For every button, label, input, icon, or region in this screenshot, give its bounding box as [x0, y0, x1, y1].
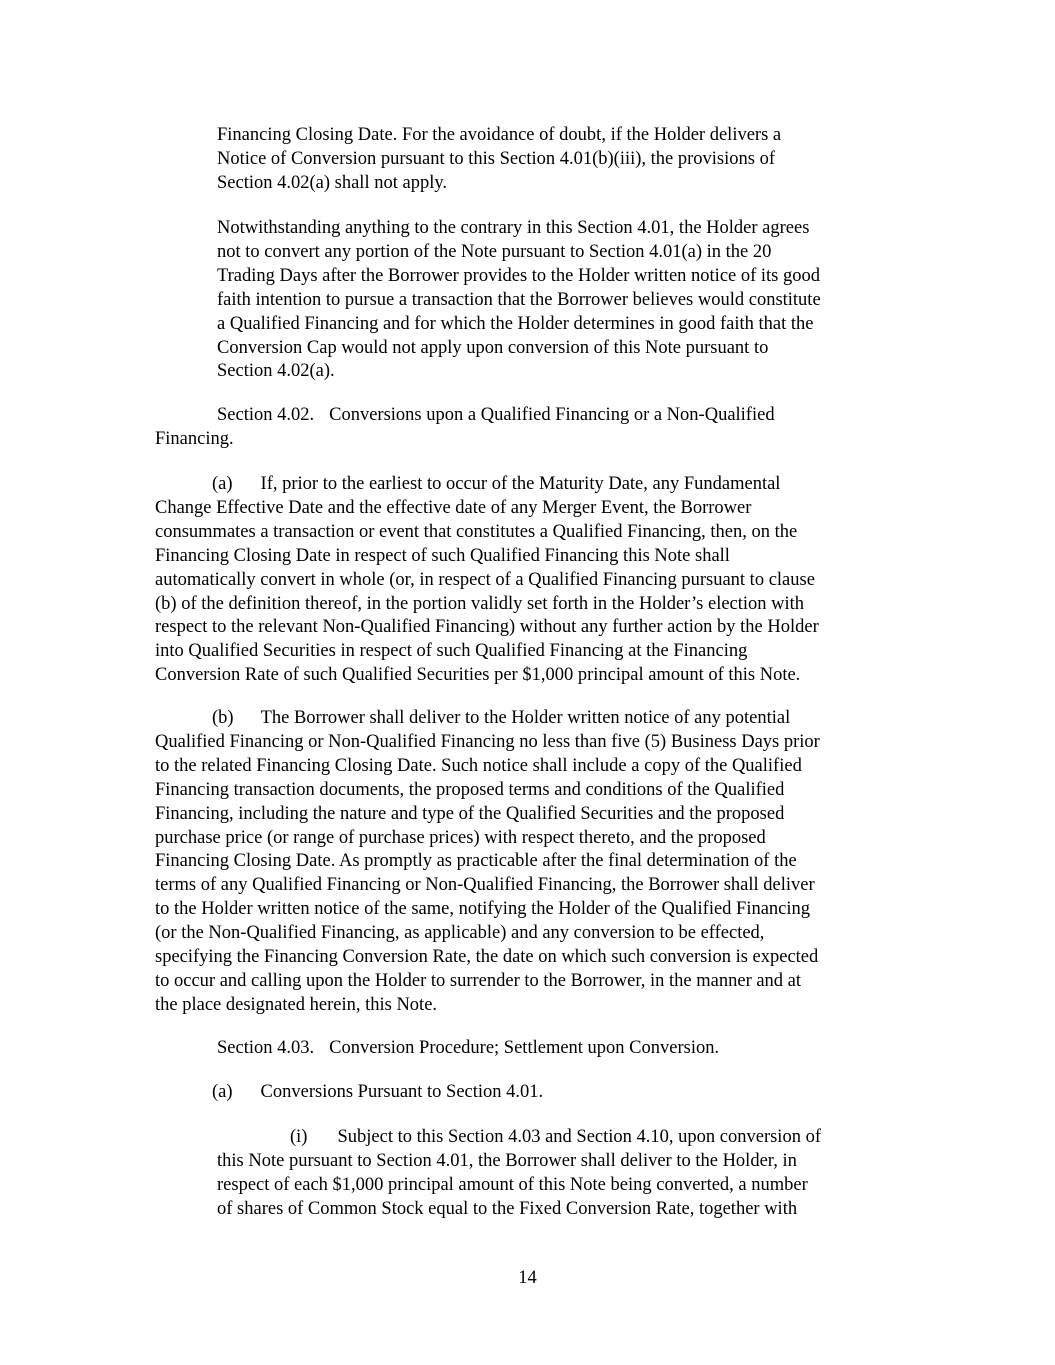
text-line: the place designated herein, this Note.	[155, 994, 438, 1015]
text-line: Section 4.02(a).	[217, 361, 335, 382]
section-heading-4-02	[155, 404, 775, 452]
paragraph-4-02-b	[155, 707, 820, 1018]
text-line: Financing Closing Date in respect of such Qualified Financing this Note shall	[155, 545, 730, 566]
text-line: faith intention to pursue a transaction that the Borrower believes would constitute	[217, 289, 821, 310]
paragraph-notwithstanding	[217, 217, 821, 384]
text-line: specifying the Financing Conversion Rate, the date on which such conversion is expected	[155, 947, 819, 968]
text-line: to occur and calling upon the Holder to surrender to the Borrower, in the manner and at	[155, 970, 802, 991]
text-line: Financing Closing Date. For the avoidance of doubt, if the Holder delivers a	[217, 125, 782, 145]
text-line: of shares of Common Stock equal to the Fixed Conversion Rate, together with	[217, 1198, 798, 1219]
text-line: respect of each $1,000 principal amount of this Note being converted, a number	[217, 1174, 808, 1195]
section-title: Conversion Procedure; Settlement upon Conversion.	[329, 1038, 720, 1058]
text-line: (b) of the definition thereof, in the portion validly set forth in the Holder’s election with	[155, 593, 805, 614]
paragraph-label: (i)	[290, 1127, 308, 1147]
section-heading-line	[155, 1037, 719, 1061]
text-line: Conversion Rate of such Qualified Securities per $1,000 principal amount of this Note.	[155, 665, 801, 686]
text-line: Change Effective Date and the effective date of any Merger Event, the Borrower	[155, 497, 752, 518]
text-line: (or the Non-Qualified Financing, as applicable) and any conversion to be effected,	[155, 923, 765, 944]
paragraph-continuation	[217, 124, 781, 196]
text-line: Financing transaction documents, the proposed terms and conditions of the Qualified	[155, 779, 785, 800]
text-line: Section 4.02(a) shall not apply.	[217, 172, 448, 193]
text-line: (a) If, prior to the earliest to occur of the Maturity Date, any Fundamental	[212, 474, 781, 494]
section-heading-4-03	[155, 1037, 719, 1061]
section-heading-line	[155, 404, 775, 428]
text-line: consummates a transaction or event that constitutes a Qualified Financing, then, on the	[155, 521, 798, 542]
section-number: Section 4.03.	[217, 1038, 315, 1058]
text-line: into Qualified Securities in respect of such Qualified Financing at the Financing	[155, 641, 748, 662]
paragraph-4-03-a-i	[217, 1126, 821, 1222]
text-line: Notice of Conversion pursuant to this Section 4.01(b)(iii), the provisions of	[217, 148, 776, 169]
text-line: automatically convert in whole (or, in respect of a Qualified Financing pursuant to clause	[155, 569, 815, 590]
paragraph-4-02-a	[155, 473, 819, 688]
text-line: a Qualified Financing and for which the Holder determines in good faith that the	[217, 313, 814, 334]
paragraph-4-03-a	[155, 1081, 543, 1105]
text-line: Financing, including the nature and type of the Qualified Securities and the proposed	[155, 803, 785, 824]
text-line: Qualified Financing or Non-Qualified Financing no less than five (5) Business Days prior	[155, 731, 820, 752]
text-line: Conversion Cap would not apply upon conversion of this Note pursuant to	[217, 337, 769, 358]
text-line: to the Holder written notice of the same, notifying the Holder of the Qualified Financing	[155, 899, 811, 920]
text-line: (b) The Borrower shall deliver to the Holder written notice of any potential	[212, 708, 791, 728]
text-line: Trading Days after the Borrower provides to the Holder written notice of its good	[217, 265, 821, 286]
text-line: respect to the relevant Non-Qualified Financing) without any further action by the Holder	[155, 617, 819, 638]
text-line: terms of any Qualified Financing or Non-Qualified Financing, the Borrower shall deliver	[155, 875, 815, 896]
text-line: not to convert any portion of the Note pursuant to Section 4.01(a) in the 20	[217, 241, 772, 262]
text-line: to the related Financing Closing Date. Such notice shall include a copy of the Qualified	[155, 755, 802, 776]
paragraph-label: (b)	[212, 708, 234, 728]
section-title-continuation: Financing.	[155, 428, 234, 449]
paragraph-label: (a)	[212, 1082, 233, 1102]
page-number: 14	[518, 1268, 537, 1288]
text-line: (a) Conversions Pursuant to Section 4.01.	[212, 1082, 544, 1102]
text-line: (i) Subject to this Section 4.03 and Section 4.10, upon conversion of	[290, 1127, 821, 1147]
text-line: Notwithstanding anything to the contrary in this Section 4.01, the Holder agrees	[217, 218, 810, 238]
section-title: Conversions upon a Qualified Financing or a Non-Qualified	[329, 405, 775, 425]
section-number: Section 4.02.	[217, 405, 315, 425]
text-line: purchase price (or range of purchase prices) with respect thereto, and the proposed	[155, 827, 766, 848]
text-line: this Note pursuant to Section 4.01, the Borrower shall deliver to the Holder, in	[217, 1150, 797, 1171]
paragraph-label: (a)	[212, 474, 233, 494]
text-line: Financing Closing Date. As promptly as practicable after the final determination of the	[155, 851, 797, 872]
